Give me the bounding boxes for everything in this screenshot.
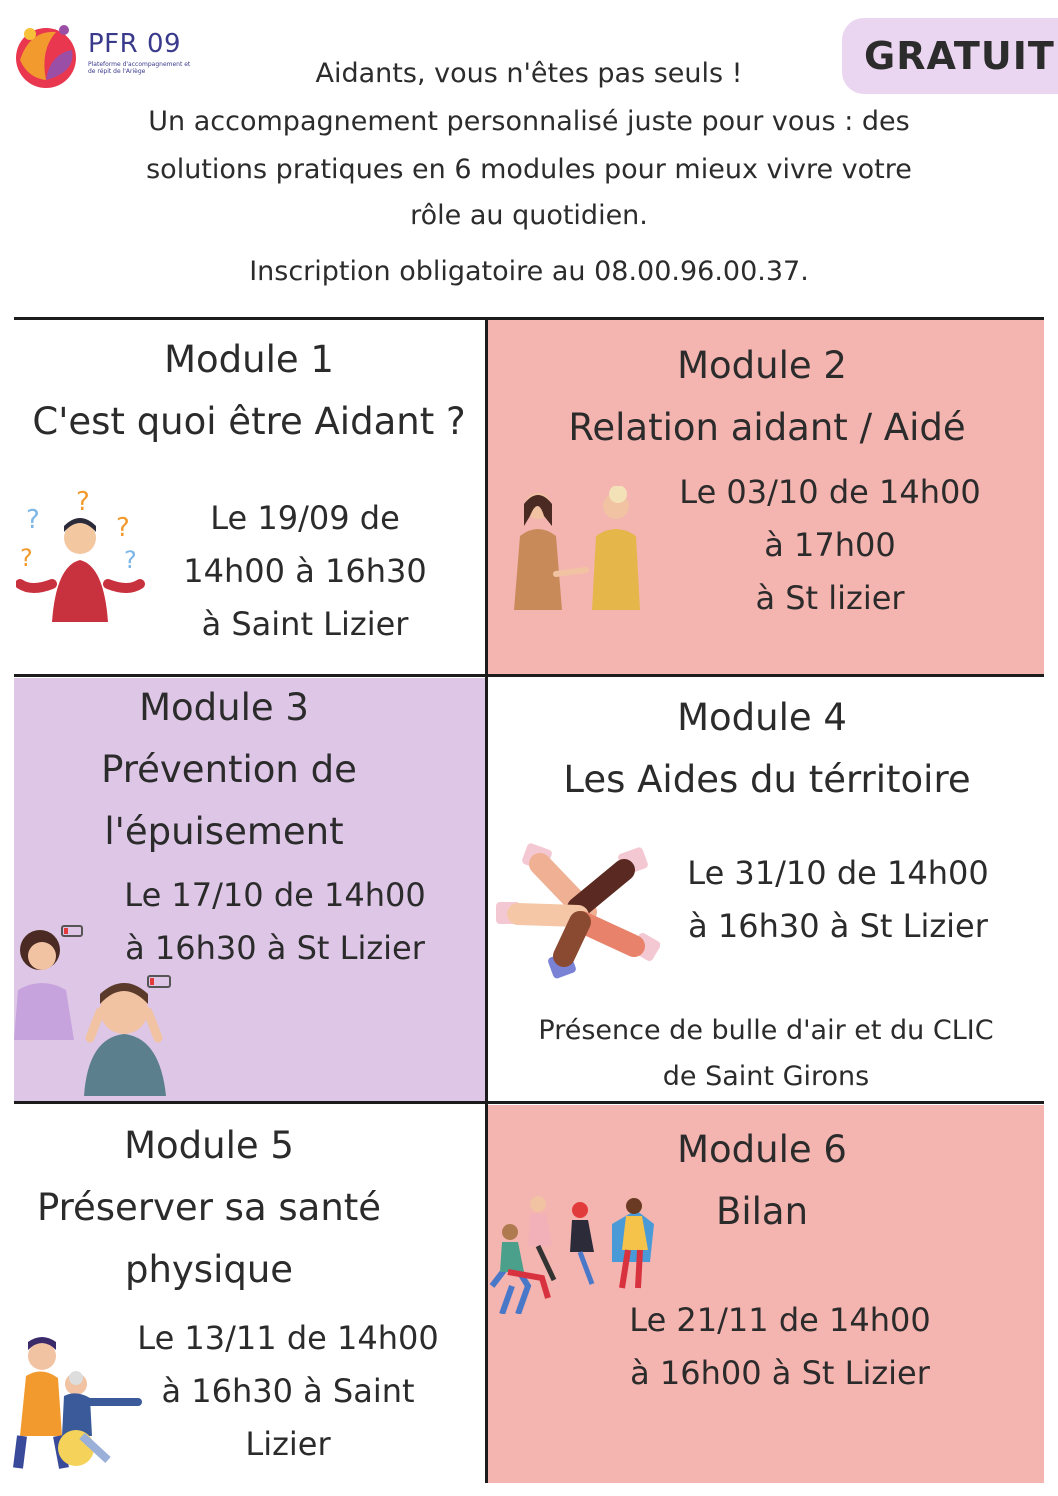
- module-6-title: Bilan: [715, 1190, 809, 1233]
- module-1-info-3: à Saint Lizier: [201, 605, 409, 643]
- module-5-title-2: physique: [124, 1248, 294, 1291]
- exhausted-people-icon: [14, 920, 210, 1100]
- module-3-info-1: Le 17/10 de 14h00: [124, 876, 426, 914]
- module-4-info-2: à 16h30 à St Lizier: [688, 907, 988, 945]
- intro-line-3: solutions pratiques en 6 modules pour mieux vivre votre: [146, 154, 912, 185]
- module-2-info-2: à 17h00: [764, 526, 896, 564]
- module-2-info-3: à St lizier: [755, 579, 905, 617]
- module-3-info-2: à 16h30 à St Lizier: [125, 929, 425, 967]
- logo-name: PFR 09: [88, 29, 182, 59]
- module-1-label: Module 1: [164, 338, 334, 381]
- svg-text:?: ?: [20, 544, 33, 572]
- module-5-info-2: à 16h30 à Saint: [161, 1372, 415, 1410]
- grid-row-line-1: [14, 674, 1044, 677]
- module-5-info-3: Lizier: [245, 1425, 331, 1463]
- module-6-label: Module 6: [677, 1128, 847, 1171]
- module-4-note-1: Présence de bulle d'air et du CLIC: [538, 1015, 994, 1046]
- confused-person-icon: [16, 488, 146, 628]
- module-6-info-2: à 16h00 à St Lizier: [630, 1354, 930, 1392]
- intro-line-2: Un accompagnement personnalisé juste pour vous : des: [148, 106, 910, 137]
- svg-text:?: ?: [116, 513, 130, 543]
- module-4-title: Les Aides du térritoire: [563, 758, 971, 801]
- module-2-label: Module 2: [677, 344, 847, 387]
- grid-row-line-2: [14, 1101, 1044, 1104]
- module-5-title-1: Préserver sa santé: [36, 1186, 382, 1229]
- module-3-title-2: l'épuisement: [104, 810, 344, 853]
- module-2-title: Relation aidant / Aidé: [568, 406, 966, 449]
- svg-text:?: ?: [26, 505, 40, 535]
- module-1-info-1: Le 19/09 de: [210, 499, 400, 537]
- grid-top-line: [14, 317, 1044, 320]
- svg-text:?: ?: [124, 546, 137, 574]
- logo-subtitle: Plateforme d'accompagnement et de répit de l'Ariège: [88, 61, 191, 75]
- module-3-label: Module 3: [139, 686, 309, 729]
- intro-line-4: rôle au quotidien.: [410, 200, 648, 231]
- module-4-info-1: Le 31/10 de 14h00: [687, 854, 989, 892]
- registration-info: Inscription obligatoire au 08.00.96.00.37.: [249, 256, 809, 287]
- module-5-info-1: Le 13/11 de 14h00: [137, 1319, 439, 1357]
- module-5-label: Module 5: [124, 1124, 294, 1167]
- free-badge: GRATUIT: [842, 18, 1058, 94]
- module-3-title-1: Prévention de: [101, 748, 357, 791]
- svg-text:?: ?: [76, 488, 90, 517]
- module-6-info-1: Le 21/11 de 14h00: [629, 1301, 931, 1339]
- intro-line-1: Aidants, vous n'êtes pas seuls !: [315, 58, 743, 89]
- module-4-label: Module 4: [677, 696, 847, 739]
- module-1-title: C'est quoi être Aidant ?: [32, 400, 466, 443]
- joined-hands-icon: [494, 842, 660, 982]
- module-1-info-2: 14h00 à 16h30: [183, 552, 427, 590]
- module-2-info-1: Le 03/10 de 14h00: [679, 473, 981, 511]
- two-women-talking-icon: [498, 486, 648, 614]
- module-4-note-2: de Saint Girons: [662, 1061, 870, 1092]
